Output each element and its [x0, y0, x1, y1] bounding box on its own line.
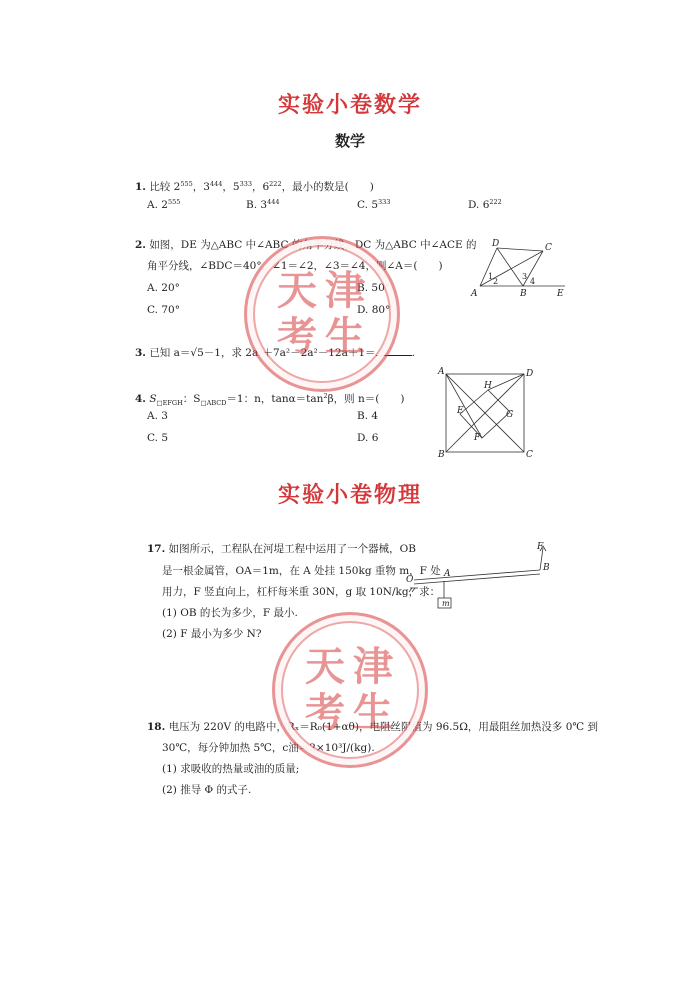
- q4-option-c: C. 5: [147, 432, 169, 444]
- fig-label-4: 4: [530, 277, 536, 286]
- fig-label-C: C: [545, 243, 552, 253]
- fig-label-2: 2: [493, 277, 499, 286]
- question-1: 1. 比较 $2^{555}$，$3^{444}$，$5^{333}$，$6^{222}$，最小的数是( ): [135, 180, 374, 193]
- fig-label-m: m: [442, 599, 450, 608]
- q1-option-b: B. $3^{444}$: [246, 198, 280, 211]
- question-18: 18. 电压为 220V 的电路中，Rₓ＝R₀(1+αθ)，电阻丝阻值为 96.5Ω，用最阻丝加热没多 0℃ 到: [147, 721, 599, 733]
- watermark-char: 生: [325, 314, 365, 360]
- question-17-line-3: 用力，F 竖直向上，杠杆每米重 30N，g 取 10N/kg，求：: [162, 586, 441, 598]
- fig-label-B: B: [543, 563, 550, 573]
- q2-option-c: C. 70°: [147, 304, 180, 316]
- watermark-char: 津: [325, 268, 365, 314]
- question-17: 17. 如图所示，工程队在河堤工程中运用了一个器械，OB: [147, 543, 416, 555]
- fig-label-A: A: [438, 367, 445, 377]
- watermark-char: 考: [277, 314, 317, 360]
- lever-figure: [400, 540, 560, 612]
- square-figure: [432, 366, 542, 460]
- fig-label-B: B: [438, 450, 445, 460]
- question-17-line-4: (1) OB 的长为多少，F 最小.: [162, 607, 298, 619]
- fig-label-3: 3: [522, 272, 528, 281]
- q4-option-b: B. 4: [357, 410, 379, 422]
- watermark-char: 天: [305, 644, 345, 690]
- q4-option-a: A. 3: [147, 410, 168, 422]
- question-number: 4.: [135, 393, 146, 405]
- fig-label-F: F: [474, 433, 481, 443]
- question-18-line-2: 30℃，每分钟加热 5℃，c油＝2×10³J/(kg).: [162, 742, 375, 754]
- watermark-char: 生: [353, 690, 393, 736]
- watermark-char: 考: [305, 690, 345, 736]
- q2-option-d: D. 80°: [357, 304, 391, 316]
- fig-label-A: A: [444, 569, 451, 579]
- q1-option-a: A. $2^{555}$: [147, 198, 181, 211]
- fig-label-A: A: [471, 289, 478, 299]
- question-18-line-4: (2) 推导 Φ 的式子.: [162, 784, 252, 796]
- q1-option-c: C. $5^{333}$: [357, 198, 391, 211]
- fig-label-H: H: [484, 381, 492, 391]
- question-number: 18.: [147, 721, 166, 733]
- question-17-line-5: (2) F 最小为多少 N?: [162, 628, 262, 640]
- fig-label-E: E: [457, 406, 464, 416]
- math-subtitle: 数学: [334, 132, 365, 150]
- q2-option-a: A. 20°: [147, 282, 180, 294]
- question-number: 17.: [147, 543, 166, 555]
- question-2-line-2: 角平分线，∠BDC＝40°，∠1＝∠2，∠3＝∠4，则∠A＝( ): [147, 260, 443, 272]
- fig-label-D: D: [526, 369, 534, 379]
- question-4: 4. $S_{□EFGH}$：$S_{□ABCD}=1$：n，$\tan\alpha=\tan^2\beta$，则 n＝( ): [135, 392, 405, 408]
- fig-label-1: 1: [488, 272, 494, 281]
- triangle-figure: [465, 236, 575, 300]
- question-17-line-2: 是一根金属管，OA＝1m，在 A 处挂 150kg 重物 m，F 处: [162, 565, 441, 577]
- question-18-line-3: (1) 求吸收的热量或油的质量;: [162, 763, 300, 775]
- watermark-char: 津: [353, 644, 393, 690]
- fig-label-B: B: [520, 289, 527, 299]
- watermark-stamp: [272, 612, 428, 768]
- fig-label-C: C: [526, 450, 533, 460]
- fig-label-F: F: [537, 542, 544, 552]
- physics-section-title: 实验小卷物理: [277, 482, 422, 508]
- question-2: 2. 如图，DE 为△ABC 中∠ABC 的角平分线，DC 为△ABC 中∠ACE 的: [135, 239, 477, 251]
- fig-label-E: E: [557, 289, 564, 299]
- question-3: 3. 已知 a＝√5－1，求 2a³＋7a²－2a²－12a＋1＝ .: [135, 347, 415, 359]
- fig-label-D: D: [492, 239, 500, 249]
- q2-option-b: B. 50°: [357, 282, 391, 294]
- fig-label-G: G: [506, 410, 514, 420]
- question-number: 1.: [135, 181, 146, 193]
- question-number: 2.: [135, 239, 146, 251]
- q1-option-d: D. $6^{222}$: [468, 198, 502, 211]
- q4-option-d: D. 6: [357, 432, 379, 444]
- math-section-title: 实验小卷数学: [277, 92, 422, 118]
- watermark-stamp: [244, 236, 400, 392]
- question-number: 3.: [135, 347, 146, 359]
- fig-label-O: O: [406, 575, 414, 585]
- watermark-char: 天: [277, 268, 317, 314]
